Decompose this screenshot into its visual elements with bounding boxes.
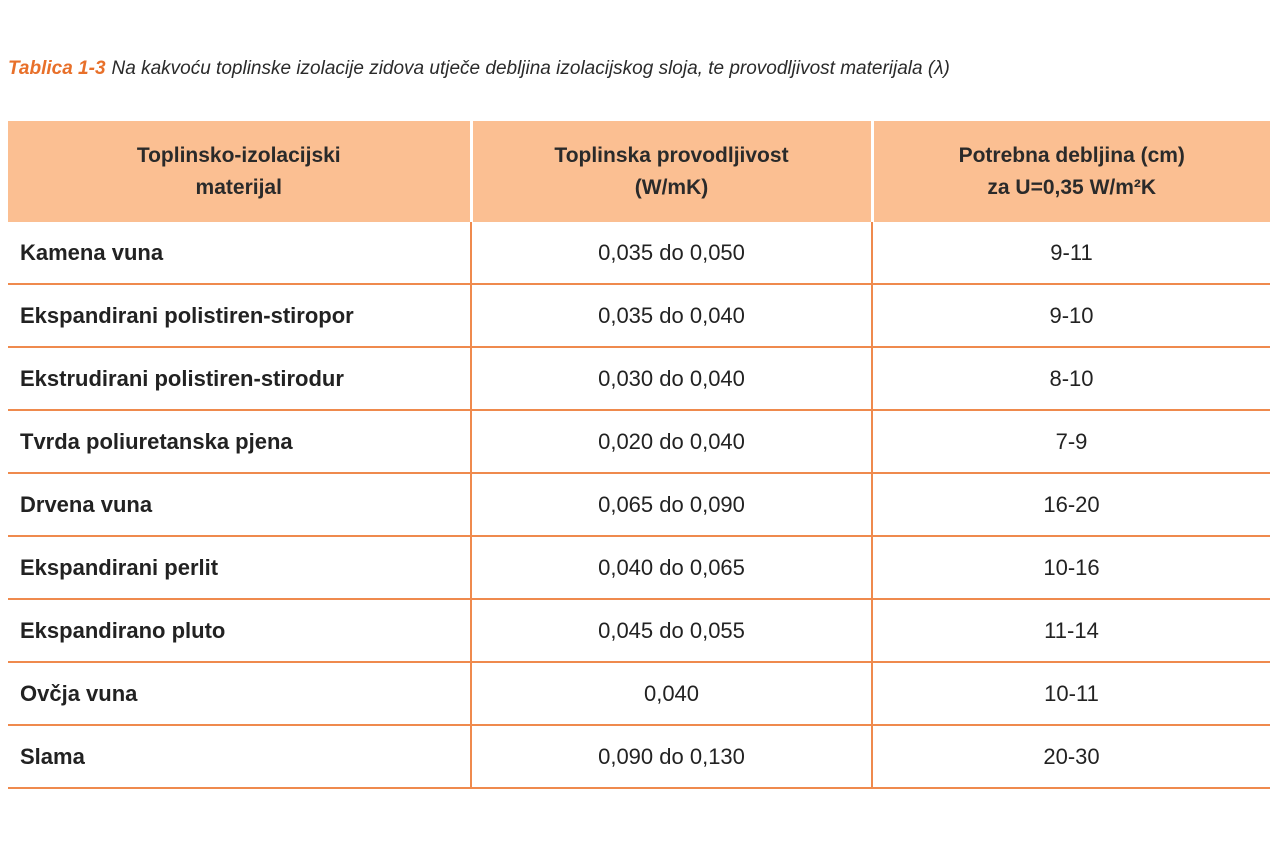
thickness-cell: 8-10 xyxy=(872,347,1270,410)
table-row xyxy=(8,222,1270,284)
table-header xyxy=(8,121,1270,222)
conductivity-cell: 0,035 do 0,050 xyxy=(471,222,872,284)
table-row xyxy=(8,536,1270,599)
header-thickness-line2: za U=0,35 W/m²K xyxy=(987,175,1157,199)
thickness-cell: 9-11 xyxy=(872,222,1270,284)
material-cell: Ekspandirani perlit xyxy=(8,536,471,599)
header-thickness-line1: Potrebna debljina (cm) xyxy=(958,143,1185,167)
conductivity-cell: 0,090 do 0,130 xyxy=(471,725,872,788)
conductivity-cell: 0,020 do 0,040 xyxy=(471,410,872,473)
conductivity-cell: 0,040 xyxy=(471,662,872,725)
header-conductivity-line1: Toplinska provodljivost xyxy=(554,143,789,167)
caption-label: Tablica 1-3 xyxy=(8,58,106,79)
material-cell: Slama xyxy=(8,725,471,788)
table-row xyxy=(8,347,1270,410)
header-material-line1: Toplinsko-izolacijski xyxy=(136,143,341,167)
table-row xyxy=(8,284,1270,347)
table-row xyxy=(8,473,1270,536)
thickness-cell: 16-20 xyxy=(872,473,1270,536)
material-cell: Ekspandirano pluto xyxy=(8,599,471,662)
header-row xyxy=(8,121,1270,222)
material-cell: Tvrda poliuretanska pjena xyxy=(8,410,471,473)
conductivity-cell: 0,030 do 0,040 xyxy=(471,347,872,410)
material-cell: Ekspandirani polistiren-stiropor xyxy=(8,284,471,347)
insulation-table xyxy=(8,121,1270,789)
material-cell: Ovčja vuna xyxy=(8,662,471,725)
table-row xyxy=(8,662,1270,725)
thickness-cell: 20-30 xyxy=(872,725,1270,788)
material-cell: Kamena vuna xyxy=(8,222,471,284)
header-material xyxy=(8,121,471,222)
thickness-cell: 9-10 xyxy=(872,284,1270,347)
conductivity-cell: 0,065 do 0,090 xyxy=(471,473,872,536)
conductivity-cell: 0,035 do 0,040 xyxy=(471,284,872,347)
header-conductivity xyxy=(471,121,872,222)
table-row xyxy=(8,410,1270,473)
table-body xyxy=(8,222,1270,788)
conductivity-cell: 0,045 do 0,055 xyxy=(471,599,872,662)
thickness-cell: 7-9 xyxy=(872,410,1270,473)
header-material-line2: materijal xyxy=(195,175,282,199)
header-conductivity-line2: (W/mK) xyxy=(634,175,709,199)
thickness-cell: 10-16 xyxy=(872,536,1270,599)
conductivity-cell: 0,040 do 0,065 xyxy=(471,536,872,599)
caption-text: Na kakvoću toplinske izolacije zidova utječe debljina izolacijskog sloja, te provodljivost materijala (λ) xyxy=(111,58,950,79)
material-cell: Drvena vuna xyxy=(8,473,471,536)
table-row xyxy=(8,725,1270,788)
table-caption xyxy=(8,58,1272,80)
thickness-cell: 11-14 xyxy=(872,599,1270,662)
header-thickness xyxy=(872,121,1270,222)
material-cell: Ekstrudirani polistiren-stirodur xyxy=(8,347,471,410)
thickness-cell: 10-11 xyxy=(872,662,1270,725)
table-row xyxy=(8,599,1270,662)
